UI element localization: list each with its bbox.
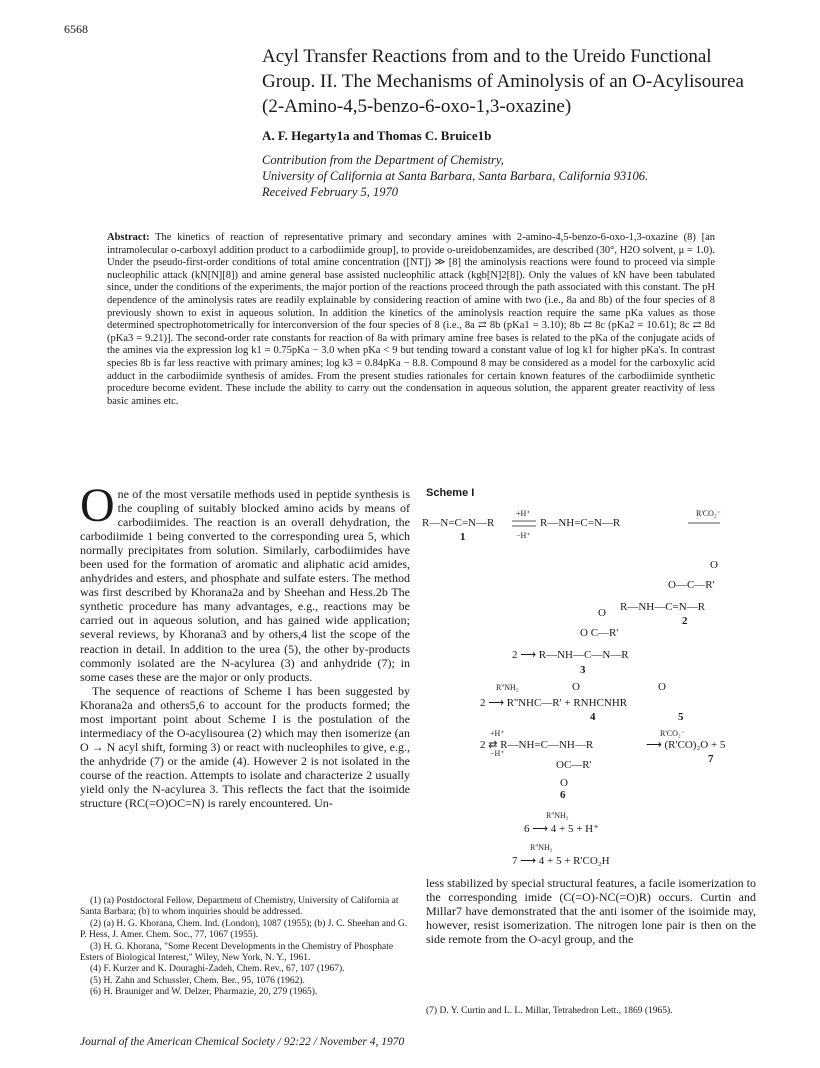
footnote: (2) (a) H. G. Khorana, Chem. Ind. (London), 1087 (1955); (b) J. C. Sheehan and G. P. Hess, J. Amer. Chem. Soc., 77, 1067 (1955). bbox=[80, 918, 408, 941]
scheme-title: Scheme I bbox=[426, 487, 475, 499]
scheme-num4: 4 bbox=[590, 711, 596, 723]
scheme-num1: 1 bbox=[460, 531, 466, 543]
scheme-eq1-left: R—N=C=N—R bbox=[422, 517, 495, 529]
scheme-eq6-arrow-bottom: −H⁺ bbox=[490, 749, 505, 758]
scheme-eq7-main: 6 ⟶ 4 + 5 + H⁺ bbox=[524, 823, 599, 835]
scheme-c3-o: O bbox=[598, 607, 606, 619]
scheme-eq8-reagent: R''NH₂ bbox=[530, 843, 553, 852]
affiliation-line: Contribution from the Department of Chemistry, bbox=[262, 153, 504, 167]
scheme-num5: 5 bbox=[678, 711, 684, 723]
footnote: (4) F. Kurzer and K. Douraghi-Zadeh, Chem. Rev., 67, 107 (1967). bbox=[90, 964, 345, 975]
scheme-eq6-product: ⟶ (R'CO)₂O + 5 bbox=[646, 739, 726, 751]
scheme-eq6-sub2: O bbox=[560, 777, 568, 789]
footnote-right: (7) D. Y. Curtin and L. L. Millar, Tetrahedron Lett., 1869 (1965). bbox=[426, 1006, 673, 1016]
article-title: Acyl Transfer Reactions from and to the Ureido Functional Group. II. The Mechanisms of Aminolysis of an O-Acylisourea (2-Amino-4,5-benzo-6-oxo-1,3-oxazine) bbox=[262, 46, 744, 117]
scheme-eq6-reagent: R'CO₂⁻ bbox=[660, 729, 685, 738]
body-right-column bbox=[426, 876, 756, 946]
body-left-column bbox=[80, 479, 410, 811]
footnote: (1) (a) Postdoctoral Fellow, Department of Chemistry, University of California at Santa Barbara; (b) to whom inquiries should be addressed. bbox=[80, 896, 399, 918]
authors: A. F. Hegarty1a and Thomas C. Bruice1b bbox=[262, 128, 492, 143]
scheme-eq4-main: 2 ⟶ R''NHC—R' + RNHCNHR bbox=[480, 697, 628, 709]
abstract-label: Abstract: bbox=[107, 232, 150, 243]
page-number: 6568 bbox=[64, 22, 88, 36]
footnote: (5) H. Zahn and Schussler, Chem. Ber., 95, 1076 (1962). bbox=[90, 975, 305, 986]
scheme-eq8-main: 7 ⟶ 4 + 5 + R'CO₂H bbox=[512, 855, 610, 867]
affiliation-line: University of California at Santa Barbara, Santa Barbara, California 93106. bbox=[262, 169, 649, 183]
journal-footer: Journal of the American Chemical Society / 92:22 / November 4, 1970 bbox=[80, 1036, 405, 1048]
scheme-c2-o: O bbox=[710, 559, 718, 571]
footnotes-left bbox=[80, 896, 410, 999]
scheme-num3: 3 bbox=[580, 664, 586, 676]
scheme-eq4-reagent: R''NH₂ bbox=[496, 683, 519, 692]
scheme-eq4-o2: O bbox=[658, 681, 666, 693]
scheme-c2-main: R—NH—C=N—R bbox=[620, 601, 706, 613]
scheme-eq1-arrow-bottom: −H⁺ bbox=[516, 531, 531, 540]
body-paragraph: ne of the most versatile methods used in peptide synthesis is the coupling of suitably blocked amino acids by means of carbodiimides. The reaction is an overall dehydration, the carbodiimide 1 being converted to the corresponding urea 5, which normally precipitates from solution. Similarly, carbodiimides have been used for the formation of aromatic and aliphatic acid amides, anhydrides and esters, and phosphate and sulfate esters. The method was first described by Khorana2a and by Sheehan and Hess.2b The synthetic procedure has many advantages, e.g., reactions may be carried out in aqueous solution, and has gained wide application; several reviews, by Khorana3 and by others,4 list the scope of the reaction in detail. In addition to the urea (5), the other by-products commonly isolated are the N-acylurea (3) and anhydride (7); in some cases these are the major or only products. bbox=[80, 487, 410, 684]
scheme-eq7-reagent: R''NH₂ bbox=[546, 811, 569, 820]
scheme-c3-acyl: O C—R' bbox=[580, 627, 619, 639]
scheme-c2-acyl: O—C—R' bbox=[668, 579, 715, 591]
scheme-eq4-o1: O bbox=[572, 681, 580, 693]
scheme-eq1-arrow-top: +H⁺ bbox=[516, 509, 531, 518]
scheme-eq1-reagent: R'CO₂⁻ bbox=[696, 509, 721, 518]
scheme-eq6-arrow-top: +H⁺ bbox=[490, 729, 505, 738]
abstract-text: The kinetics of reaction of representative primary and secondary amines with 2-amino-4,5-benzo-6-oxo-1,3-oxazine (8) [an intramolecular o-carboxyl addition product to a carbodiimide group], to provide o-ureidobenzamides, are described (30°, H2O solvent, μ = 1.0). Under the pseudo-first-order conditions of total amine concentration ([NT]) ≫ [8] the aminolysis reactions were found to proceed via simple nucleophilic attack (kN[N][8]) and amine general base assisted nucleophilic attack (kgb[N]2[8]). Only the values of kN have been tabulated since, under the conditions of the experiments, the major portion of the reactions proceed through the path associated with this constant. The pH dependence of the aminolysis rates are readily explainable by considering reaction of amine with two (i.e., 8a and 8b) of the four species of 8 previously shown to exist in aqueous solution. In addition the kinetics of the aminolysis reaction require the same pKa values as those determined spectrophotometrically for interconversion of the four species of 8 (i.e., 8a ⇄ 8b (pKa1 = 3.10); 8b ⇄ 8c (pKa2 = 10.61); 8c ⇄ 8d (pKa3 = 9.21)]. The second-order rate constants for reaction of 8a with primary amine free bases is related to the pKa of the conjugate acids of the amines via the expression log k1 = 0.75pKa − 3.0 when pKa < 9 but tending toward a constant value of log k1 for higher pKa's. In contrast species 8b is far less reactive with primary amines; log k3 = 0.84pKa − 8.8. Compound 8 may be considered as a model for the carboxylic acid adduct in the carbodiimide synthesis of amides. From the present studies rationales for certain known features of the carbodiimide synthetic procedure become evident. These include the ability to carry out the condensation in aqueous solution, the apparent greater reactivity of less basic amines etc. bbox=[107, 232, 715, 407]
received-date: Received February 5, 1970 bbox=[262, 185, 399, 199]
scheme-eq1-right: R—NH=C=N—R bbox=[540, 517, 621, 529]
footnote: (6) H. Brauniger and W. Delzer, Pharmazie, 20, 279 (1965). bbox=[90, 987, 318, 998]
body-paragraph: less stabilized by special structural features, a facile isomerization to the corresponding imide (C(=O)-NC(=O)R) occurs. Curtin and Millar7 have demonstrated that the anti isomer of the isoimide may, however, resist isomerization. The nitrogen lone pair is then on the side remote from the O-acyl group, and the bbox=[426, 876, 756, 947]
drop-cap: O bbox=[80, 479, 115, 532]
scheme-eq6-sub1: OC—R' bbox=[556, 759, 592, 771]
body-paragraph: The sequence of reactions of Scheme I has been suggested by Khorana2a and others5,6 to account for the products formed; the most important point about Scheme I is the postulation of the intermediacy of the O-acylisourea (2) which may then isomerize (an O → N acyl shift, forming 3) or react with nucleophiles to give, e.g., the anhydride (7) or the amide (4). However 2 is not isolated in the course of the reaction. Attempts to isolate and characterize 2 usually yield only the N-acylurea 3. This reflects the fact that the isoimide structure (RC(=O)OC=N) is rarely encountered. Un- bbox=[80, 683, 410, 811]
abstract bbox=[107, 232, 715, 408]
scheme-eq6-main: 2 ⇄ R—NH=C—NH—R bbox=[480, 739, 594, 751]
footnote: (3) H. G. Khorana, "Some Recent Developments in the Chemistry of Phosphate Esters of Biological Interest," Wiley, New York, N. Y., 1961. bbox=[80, 941, 394, 964]
scheme-num7: 7 bbox=[708, 753, 714, 765]
scheme-num2: 2 bbox=[682, 615, 688, 627]
affiliation bbox=[262, 152, 752, 200]
scheme-c3-main: 2 ⟶ R—NH—C—N—R bbox=[512, 649, 629, 661]
reaction-scheme bbox=[420, 498, 760, 798]
scheme-num6: 6 bbox=[560, 789, 566, 798]
